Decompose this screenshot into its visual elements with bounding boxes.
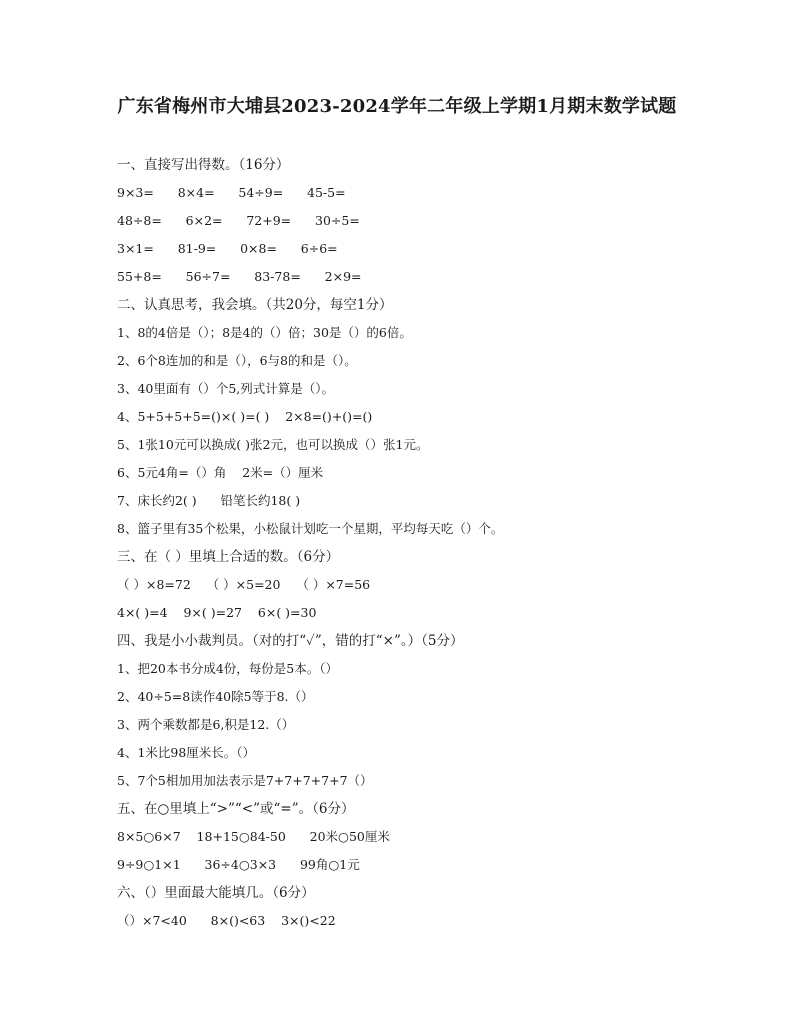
section-5-heading: 五、在○里填上“>”“<”或“=”。（6分） <box>117 801 355 817</box>
arithmetic-row-3: 3×1= 81-9= 0×8= 6÷6= <box>117 241 338 256</box>
section-2-heading: 二、认真思考，我会填。（共20分，每空1分） <box>117 297 393 313</box>
arithmetic-row-2: 48÷8= 6×2= 72+9= 30÷5= <box>117 213 360 228</box>
arithmetic-row-4: 55+8= 56÷7= 83-78= 2×9= <box>117 269 362 284</box>
question-2-6: 6、5元4角=（）角 2米=（）厘米 <box>117 465 324 480</box>
section-4-heading: 四、我是小小裁判员。（对的打“✓”，错的打“×”。）（5分） <box>117 633 464 649</box>
question-2-2: 2、6个8连加的和是（），6与8的和是（）。 <box>117 353 357 368</box>
judge-item-4: 4、1米比98厘米长。（） <box>117 745 256 760</box>
question-2-7: 7、床长约2( ) 铅笔长约18( ) <box>117 493 301 508</box>
judge-item-2: 2、40÷5=8读作40除5等于8.（） <box>117 689 314 704</box>
judge-item-1: 1、把20本书分成4份，每份是5本。（） <box>117 661 339 676</box>
section-3-heading: 三、在（ ）里填上合适的数。（6分） <box>117 549 340 565</box>
compare-row-2: 9÷9○1×1 36÷4○3×3 99角○1元 <box>117 857 360 872</box>
arithmetic-row-1: 9×3= 8×4= 54÷9= 45-5= <box>117 185 346 200</box>
section-1-heading: 一、直接写出得数。（16分） <box>117 157 290 173</box>
question-2-1: 1、8的4倍是（）；8是4的（）倍；30是（）的6倍。 <box>117 325 412 340</box>
exam-title: 广东省梅州市大埔县2023-2024学年二年级上学期1月期末数学试题 <box>117 96 677 117</box>
question-2-8: 8、篮子里有35个松果，小松鼠计划吃一个星期，平均每天吃（）个。 <box>117 521 504 536</box>
question-2-4: 4、5+5+5+5=()×( )=( ) 2×8=()+()=() <box>117 409 373 424</box>
judge-item-3: 3、两个乘数都是6,积是12.（） <box>117 717 295 732</box>
fill-row-2: 4×( )=4 9×( )=27 6×( )=30 <box>117 605 317 620</box>
max-fill-row: （）×7<40 8×()<63 3×()<22 <box>117 913 336 928</box>
question-2-3: 3、40里面有（）个5,列式计算是（）。 <box>117 381 335 396</box>
section-6-heading: 六、（）里面最大能填几。（6分） <box>117 885 315 901</box>
compare-row-1: 8×5○6×7 18+15○84-50 20米○50厘米 <box>117 829 390 844</box>
fill-row-1: （ ）×8=72 （ ）×5=20 （ ）×7=56 <box>117 577 371 592</box>
question-2-5: 5、1张10元可以换成( )张2元，也可以换成（）张1元。 <box>117 437 429 452</box>
judge-item-5: 5、7个5相加用加法表示是7+7+7+7+7（） <box>117 773 373 788</box>
